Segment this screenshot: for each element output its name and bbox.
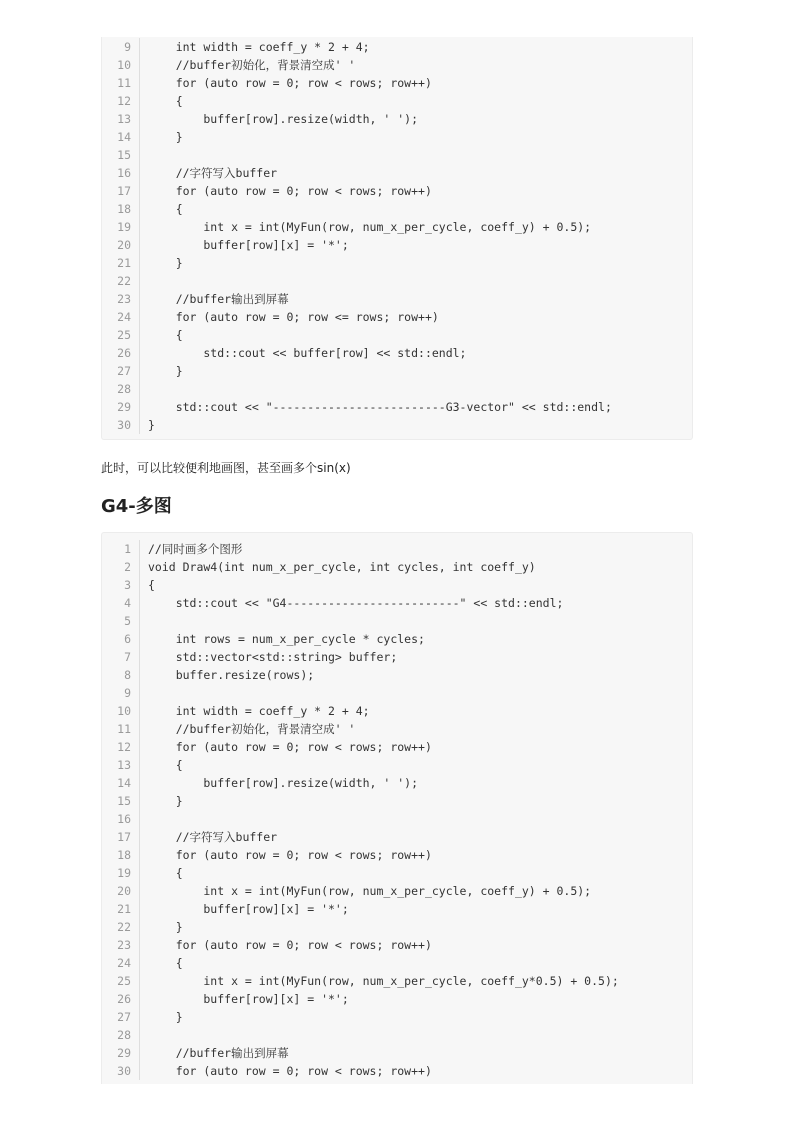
code-line [102, 864, 692, 882]
code-line [102, 38, 692, 56]
line-number: 13 [102, 756, 140, 774]
code-text: int x = int(MyFun(row, num_x_per_cycle, coeff_y) + 0.5); [148, 220, 592, 234]
code-text: { [148, 956, 183, 970]
code-line [102, 380, 692, 398]
line-number: 26 [102, 990, 140, 1008]
line-number: 29 [102, 398, 140, 416]
code-text: } [148, 364, 183, 378]
line-number: 29 [102, 1044, 140, 1062]
code-text [140, 684, 148, 702]
code-line [102, 344, 692, 362]
code-line [102, 630, 692, 648]
code-text: for (auto row = 0; row < rows; row++) [148, 184, 432, 198]
line-number: 19 [102, 218, 140, 236]
line-number: 27 [102, 1008, 140, 1026]
code-line [102, 110, 692, 128]
code-line [102, 846, 692, 864]
code-line [102, 612, 692, 630]
code-text: buffer[row][x] = '*'; [148, 902, 349, 916]
code-line [102, 254, 692, 272]
code-line [102, 972, 692, 990]
line-number: 7 [102, 648, 140, 666]
code-line [102, 128, 692, 146]
code-line [102, 666, 692, 684]
code-line [102, 990, 692, 1008]
code-text: //字符写入buffer [148, 166, 278, 180]
code-text: buffer[row][x] = '*'; [148, 992, 349, 1006]
code-line [102, 900, 692, 918]
code-text: int rows = num_x_per_cycle * cycles; [148, 632, 425, 646]
section-heading-g4: G4-多图 [101, 496, 172, 517]
code-line [102, 576, 692, 594]
code-line [102, 92, 692, 110]
line-number: 5 [102, 612, 140, 630]
code-text: std::vector<std::string> buffer; [148, 650, 398, 664]
line-number: 27 [102, 362, 140, 380]
line-number: 14 [102, 128, 140, 146]
code-line [102, 648, 692, 666]
code-text: //buffer输出到屏幕 [148, 292, 289, 306]
line-number: 6 [102, 630, 140, 648]
line-number: 22 [102, 272, 140, 290]
line-number: 18 [102, 200, 140, 218]
code-line [102, 1062, 692, 1080]
code-text: //buffer初始化，背景清空成' ' [148, 722, 356, 736]
code-line [102, 594, 692, 612]
code-line [102, 702, 692, 720]
line-number: 14 [102, 774, 140, 792]
code-text [140, 810, 148, 828]
code-text: //buffer初始化，背景清空成' ' [148, 58, 356, 72]
line-number: 9 [102, 38, 140, 56]
code-line [102, 828, 692, 846]
line-number: 16 [102, 810, 140, 828]
code-line [102, 954, 692, 972]
line-number: 1 [102, 540, 140, 558]
code-text: //字符写入buffer [148, 830, 278, 844]
code-line [102, 918, 692, 936]
code-line [102, 774, 692, 792]
line-number: 2 [102, 558, 140, 576]
line-number: 25 [102, 972, 140, 990]
line-number: 8 [102, 666, 140, 684]
code-text: buffer[row].resize(width, ' '); [148, 112, 419, 126]
code-line [102, 738, 692, 756]
line-number: 10 [102, 56, 140, 74]
code-line [102, 882, 692, 900]
line-number: 21 [102, 900, 140, 918]
code-text: for (auto row = 0; row < rows; row++) [148, 938, 432, 952]
line-number: 13 [102, 110, 140, 128]
code-text: { [148, 578, 155, 592]
code-text: { [148, 94, 183, 108]
line-number: 30 [102, 1062, 140, 1080]
code-text: } [148, 130, 183, 144]
line-number: 30 [102, 416, 140, 434]
code-text [140, 612, 148, 630]
code-line [102, 1044, 692, 1062]
code-text [140, 1026, 148, 1044]
code-line [102, 362, 692, 380]
line-number: 26 [102, 344, 140, 362]
code-line [102, 74, 692, 92]
line-number: 20 [102, 236, 140, 254]
line-number: 20 [102, 882, 140, 900]
code-text: std::cout << buffer[row] << std::endl; [148, 346, 467, 360]
code-text: for (auto row = 0; row < rows; row++) [148, 1064, 432, 1078]
line-number: 24 [102, 308, 140, 326]
line-number: 19 [102, 864, 140, 882]
code-text: } [148, 794, 183, 808]
code-text: for (auto row = 0; row < rows; row++) [148, 740, 432, 754]
code-line [102, 326, 692, 344]
line-number: 18 [102, 846, 140, 864]
code-text: int width = coeff_y * 2 + 4; [148, 704, 370, 718]
code-line [102, 56, 692, 74]
line-number: 10 [102, 702, 140, 720]
line-number: 9 [102, 684, 140, 702]
code-line [102, 756, 692, 774]
code-text: int width = coeff_y * 2 + 4; [148, 40, 370, 54]
line-number: 17 [102, 828, 140, 846]
line-number: 12 [102, 738, 140, 756]
code-text: } [148, 418, 155, 432]
code-line [102, 810, 692, 828]
code-block-g3 [101, 37, 693, 440]
code-line [102, 182, 692, 200]
code-text [140, 272, 148, 290]
code-text: } [148, 1010, 183, 1024]
code-line [102, 308, 692, 326]
code-text: buffer[row].resize(width, ' '); [148, 776, 419, 790]
code-text: void Draw4(int num_x_per_cycle, int cycles, int coeff_y) [148, 560, 536, 574]
code-line [102, 146, 692, 164]
code-text: int x = int(MyFun(row, num_x_per_cycle, coeff_y) + 0.5); [148, 884, 592, 898]
code-text: } [148, 256, 183, 270]
code-line [102, 792, 692, 810]
code-line [102, 272, 692, 290]
code-block-g4 [101, 532, 693, 1084]
code-text: //同时画多个图形 [148, 542, 243, 556]
code-line [102, 218, 692, 236]
code-text: { [148, 758, 183, 772]
line-number: 23 [102, 290, 140, 308]
code-text: { [148, 866, 183, 880]
line-number: 11 [102, 74, 140, 92]
code-line [102, 236, 692, 254]
code-text: int x = int(MyFun(row, num_x_per_cycle, coeff_y*0.5) + 0.5); [148, 974, 619, 988]
code-line [102, 720, 692, 738]
code-text: { [148, 328, 183, 342]
code-text: for (auto row = 0; row < rows; row++) [148, 848, 432, 862]
line-number: 21 [102, 254, 140, 272]
line-number: 24 [102, 954, 140, 972]
line-number: 4 [102, 594, 140, 612]
line-number: 23 [102, 936, 140, 954]
line-number: 25 [102, 326, 140, 344]
code-line [102, 416, 692, 434]
code-text: buffer[row][x] = '*'; [148, 238, 349, 252]
code-line [102, 684, 692, 702]
code-line [102, 1008, 692, 1026]
code-line [102, 200, 692, 218]
line-number: 22 [102, 918, 140, 936]
code-text: //buffer输出到屏幕 [148, 1046, 289, 1060]
line-number: 28 [102, 1026, 140, 1044]
code-lines [102, 38, 692, 434]
line-number: 28 [102, 380, 140, 398]
line-number: 12 [102, 92, 140, 110]
code-text: for (auto row = 0; row <= rows; row++) [148, 310, 439, 324]
code-line [102, 398, 692, 416]
code-text [140, 146, 148, 164]
code-line [102, 164, 692, 182]
code-line [102, 558, 692, 576]
code-text [140, 380, 148, 398]
code-text: } [148, 920, 183, 934]
line-number: 11 [102, 720, 140, 738]
code-line [102, 1026, 692, 1044]
paragraph-text: 此时，可以比较便利地画图，甚至画多个sin(x) [101, 461, 351, 475]
line-number: 3 [102, 576, 140, 594]
line-number: 15 [102, 792, 140, 810]
code-line [102, 290, 692, 308]
line-number: 16 [102, 164, 140, 182]
code-line [102, 540, 692, 558]
code-text: buffer.resize(rows); [148, 668, 315, 682]
code-line [102, 936, 692, 954]
code-text: for (auto row = 0; row < rows; row++) [148, 76, 432, 90]
line-number: 17 [102, 182, 140, 200]
code-lines [102, 540, 692, 1080]
code-text: { [148, 202, 183, 216]
line-number: 15 [102, 146, 140, 164]
code-text: std::cout << "-------------------------G3-vector" << std::endl; [148, 400, 612, 414]
code-text: std::cout << "G4-------------------------" << std::endl; [148, 596, 564, 610]
